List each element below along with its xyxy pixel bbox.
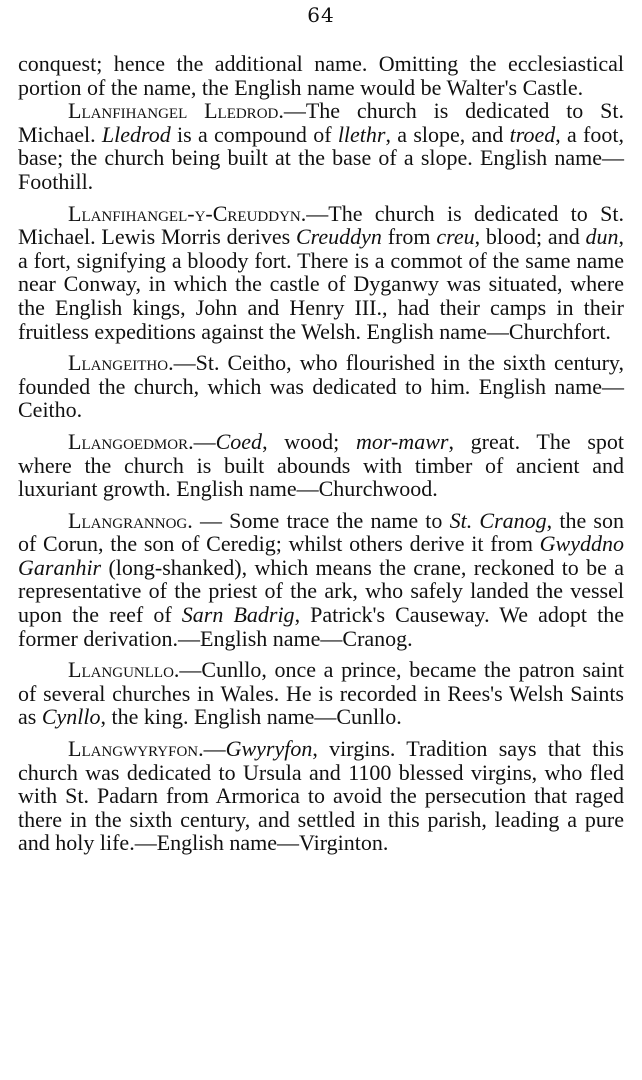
italic-term: mor-mawr [355,428,449,454]
entry-heading: Llangrannog. [68,507,193,533]
entry-text: , the king. English name—Cunllo. [100,704,402,730]
italic-term: St. Cranog [449,507,547,533]
entry-text: — [193,428,216,454]
entry-paragraph [18,430,624,501]
entry-text: is a compound of [170,121,338,147]
entry-text: , the son of Corun, the son of Ceredig; whilst others derive it from [18,507,624,557]
italic-term: troed [509,121,556,147]
entry-text: — [203,736,226,762]
entry-text: , wood; [262,428,356,454]
entry-text: —St. Ceitho, who flourished in the sixth century, founded the church, which was dedicated to him. English name—Ceitho. [18,350,624,423]
entry-heading: Llanfihangel-y-Creuddyn. [68,200,307,226]
italic-term: Coed [215,428,263,454]
entry-text: —The church is dedicated to St. Michael. [18,98,624,147]
entry-paragraph [18,351,624,422]
entry-text: , virgins. Tradition says that this church was dedicated to Ursula and 1100 blessed virgins, who fled with St. Padarn from Armorica to avoid the persecution that raged there in the sixth century, and settled in this parish, leading a pure and holy life.—English name—Virginton. [18,736,624,856]
entry-text: —The church is dedicated to St. Michael. Lewis Morris derives [18,200,624,250]
italic-term: Cynllo [41,704,101,730]
italic-term: dun [585,224,619,250]
italic-term: Lledrod [101,121,171,147]
entry-heading: Llanfihangel Lledrod. [68,98,284,124]
italic-term: Gwyryfon [225,736,313,762]
entry-paragraph [18,202,624,344]
entry-paragraph [18,509,624,651]
opening-paragraph: conquest; hence the additional name. Omitting the ecclesiastical portion of the name, the English name would be Walter's Castle. [18,51,624,100]
entry-heading: Llangwyryfon. [68,736,204,762]
italic-term: llethr [337,121,386,147]
entry-heading: Llangunllo. [68,657,180,683]
entry-paragraph [18,658,624,729]
entry-text: — Some trace the name to [192,507,450,533]
entry-text: , great. The spot where the church is built abounds with timber of ancient and luxuriant growth. English name—Churchwood. [18,428,624,502]
entry-heading: Llangoedmor. [68,428,194,454]
entry-heading: Llangeitho. [68,350,174,376]
entry-text: , Patrick's Causeway. We adopt the former derivation.—English name—Cranog. [18,602,625,651]
entry-text: , a fort, signifying a bloody fort. There is a commot of the same name near Conway, in which the castle of Dyganwy was situated, where the English kings, John and Henry III., had their camps in their fruitless expeditions against the Welsh. English name—Churchfort. [18,224,624,344]
entry-text: , blood; and [474,224,586,250]
entry-text: from [381,224,437,250]
entry-paragraph [18,99,624,193]
page-body [18,52,624,855]
entry-text: , a foot, base; the church being built at the base of a slope. English name—Foothill. [18,121,624,194]
italic-term: Sarn Badrig [181,602,295,628]
entry-text: , a slope, and [385,121,510,147]
italic-term: creu [436,224,475,250]
page-number: 64 [307,3,335,27]
entries-list [18,99,624,855]
entry-text: (long-shanked), which means the crane, reckoned to be a representative of the priest of the ark, who safely landed the vessel upon the reef of [18,554,624,628]
italic-term: Gwyddno Garanhir [18,531,624,580]
entry-paragraph [18,737,624,855]
entry-text: —Cunllo, once a prince, became the patron saint of several churches in Wales. He is recorded in Rees's Welsh Saints as [18,657,624,730]
italic-term: Creuddyn [295,224,382,250]
